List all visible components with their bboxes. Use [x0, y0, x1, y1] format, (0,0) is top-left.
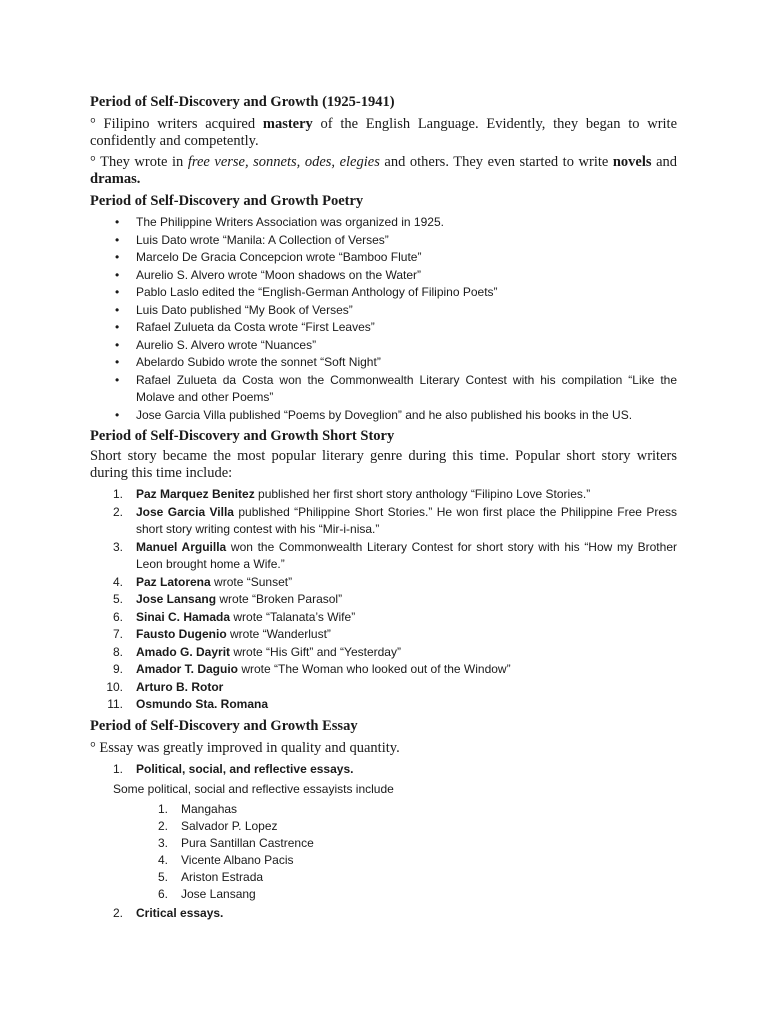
list-item: 11. Osmundo Sta. Romana [107, 697, 269, 711]
short-story-list [90, 486, 677, 714]
bullet-icon: • [115, 355, 120, 369]
list-item: • Rafael Zulueta da Costa won the Commonwealth Literary Contest with his compilation “Like the Molave and other Poems” [115, 372, 677, 404]
section-heading-period: Period of Self-Discovery and Growth (1925-1941) [90, 94, 395, 110]
bullet-icon: • [115, 320, 120, 334]
paragraph-forms: ° They wrote in free verse, sonnets, odes, elegies and others. They even started to write novels and dramas. [90, 154, 678, 187]
bullet-icon: • [115, 285, 120, 299]
bullet-icon: • [115, 267, 120, 282]
list-item: 2. Jose Garcia Villa published “Philippine Short Stories.” He won first place the Philippine Free Press short story writing contest with his “Mir-i-nisa.” [112, 504, 678, 536]
list-item: 10. Arturo B. Rotor [106, 679, 224, 694]
list-item: • Rafael Zulueta da Costa wrote “First Leaves” [90, 319, 677, 337]
list-item: • Aurelio S. Alvero wrote “Nuances” [90, 337, 677, 355]
essayists-note: Some political, social and reflective essayists include [113, 782, 394, 796]
list-item: 1. Mangahas [157, 801, 238, 816]
list-item: 3. Pura Santillan Castrence [157, 835, 314, 850]
list-item: 5. Ariston Estrada [157, 869, 264, 884]
paragraph-short-story-intro: Short story became the most popular literary genre during this time. Popular short story writers during this time include: [90, 448, 677, 481]
bullet-icon: • [115, 250, 120, 264]
list-item: • Marcelo De Gracia Concepcion wrote “Bamboo Flute” [90, 249, 677, 267]
list-item: 4. Vicente Albano Pacis [157, 852, 294, 867]
bullet-icon: • [115, 215, 120, 229]
list-item: • The Philippine Writers Association was organized in 1925. [90, 214, 677, 232]
bullet-icon: • [115, 372, 120, 387]
list-item: 8. Amado G. Dayrit wrote “His Gift” and “Yesterday” [112, 644, 401, 659]
list-item: 2. Salvador P. Lopez [157, 818, 278, 833]
list-item: • Pablo Laslo edited the “English-German Anthology of Filipino Poets” [90, 284, 677, 302]
list-item: • Luis Dato wrote “Manila: A Collection of Verses” [90, 232, 677, 250]
list-item: 7. Fausto Dugenio wrote “Wanderlust” [112, 627, 331, 641]
list-item: 1. Paz Marquez Benitez published her first short story anthology “Filipino Love Stories.” [112, 487, 591, 501]
list-item: 6. Jose Lansang [157, 886, 256, 901]
list-item: 5. Jose Lansang wrote “Broken Parasol” [112, 592, 343, 606]
essayists-list [90, 801, 677, 903]
bullet-icon: • [115, 232, 120, 247]
document-content [90, 93, 677, 922]
essay-type-critical: 2. Critical essays. [112, 905, 224, 920]
poetry-list [90, 214, 677, 424]
list-item: • Luis Dato published “My Book of Verses” [90, 302, 677, 320]
section-heading-essay: Period of Self-Discovery and Growth Essay [90, 717, 358, 734]
paragraph-mastery: ° Filipino writers acquired mastery of the English Language. Evidently, they began to write confidently and competently. [90, 116, 678, 149]
list-item: 6. Sinai C. Hamada wrote “Talanata’s Wife” [112, 609, 356, 624]
list-item: 4. Paz Latorena wrote “Sunset” [112, 574, 293, 589]
essay-type-political: 1. Political, social, and reflective essays. [112, 761, 354, 776]
list-item: • Abelardo Subido wrote the sonnet “Soft Night” [90, 354, 677, 372]
bullet-icon: • [115, 407, 120, 422]
section-heading-short-story: Period of Self-Discovery and Growth Short Story [90, 428, 395, 444]
bullet-icon: • [115, 337, 120, 352]
paragraph-essay-intro: ° Essay was greatly improved in quality and quantity. [90, 739, 400, 756]
list-item: 3. Manuel Arguilla won the Commonwealth Literary Contest for short story with his “How my Brother Leon brought home a Wife.” [112, 539, 677, 571]
list-item: • Aurelio S. Alvero wrote “Moon shadows on the Water” [90, 267, 677, 285]
section-heading-poetry: Period of Self-Discovery and Growth Poetry [90, 193, 364, 209]
list-item: 9. Amador T. Daguio wrote “The Woman who looked out of the Window” [112, 662, 511, 676]
list-item: • Jose Garcia Villa published “Poems by Doveglion” and he also published his books in the US. [90, 407, 677, 425]
bullet-icon: • [115, 302, 120, 317]
